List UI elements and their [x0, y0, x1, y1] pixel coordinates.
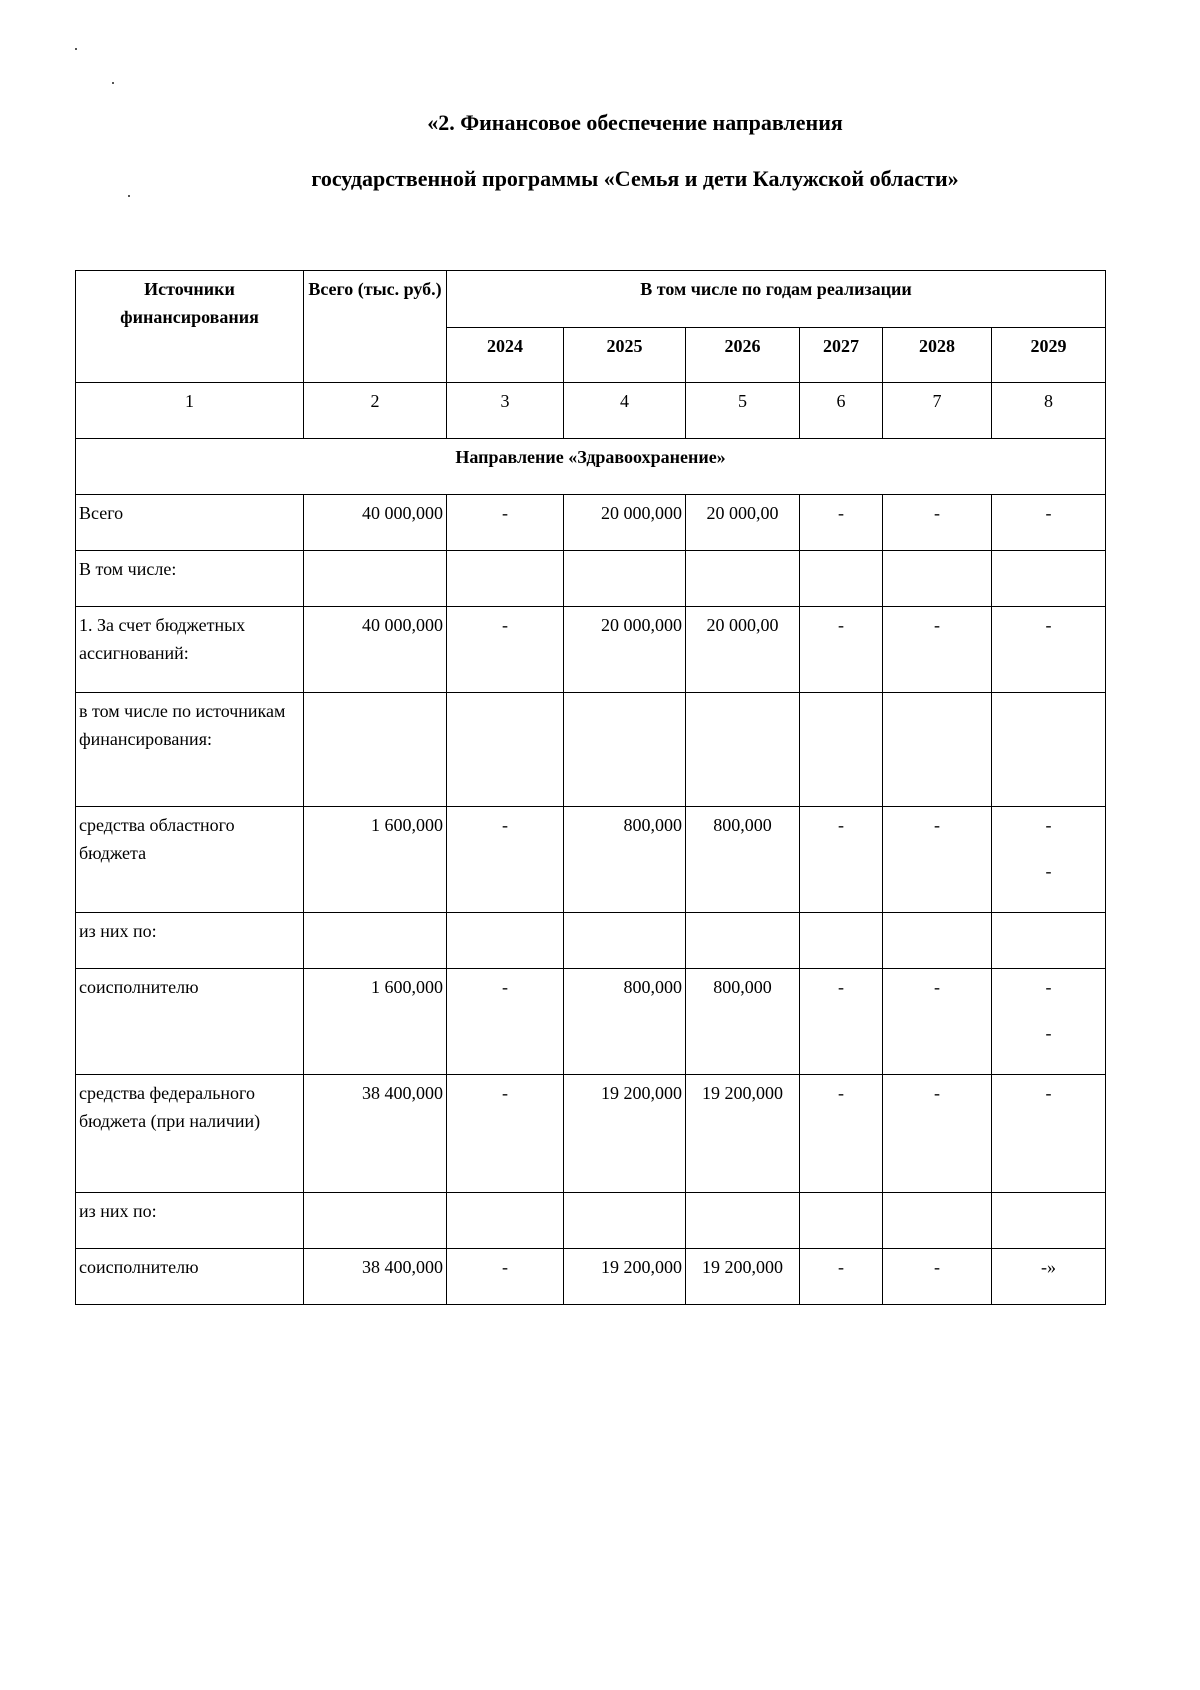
cell-y2025 [564, 807, 686, 913]
cell-y2026 [686, 551, 800, 607]
cell-y2028 [883, 807, 992, 913]
cell-y2025 [564, 1249, 686, 1305]
cell-value: - [502, 815, 508, 835]
cell-y2027 [800, 693, 883, 807]
column-number: 6 [800, 383, 883, 439]
row-label: 1. За счет бюджетных ассигнований: [76, 607, 304, 693]
cell-y2028 [883, 913, 992, 969]
cell-value: 19 200,000 [702, 1083, 783, 1103]
cell-value: 20 000,00 [706, 503, 779, 523]
cell-value: - [838, 815, 844, 835]
cell-y2026 [686, 1249, 800, 1305]
cell-y2029 [992, 969, 1106, 1075]
cell-total [304, 1249, 447, 1305]
cell-y2028 [883, 551, 992, 607]
cell-value: - [1045, 1083, 1052, 1103]
cell-value: - [838, 977, 844, 997]
table-row [76, 913, 1106, 969]
cell-total [304, 495, 447, 551]
cell-y2029 [992, 693, 1106, 807]
header-year: 2029 [992, 328, 1106, 383]
cell-value: - [1045, 503, 1052, 523]
financing-table [75, 270, 1106, 1305]
cell-y2026 [686, 969, 800, 1075]
cell-value: 38 400,000 [362, 1083, 443, 1103]
cell-value: - [838, 503, 844, 523]
row-label: из них по: [76, 913, 304, 969]
cell-y2027 [800, 607, 883, 693]
row-label: в том числе по источникам финансирования: [76, 693, 304, 807]
cell-y2027 [800, 913, 883, 969]
cell-value: - [934, 615, 940, 635]
cell-value: 20 000,000 [601, 615, 682, 635]
cell-y2024 [447, 551, 564, 607]
cell-y2026 [686, 495, 800, 551]
section-title: Направление «Здравоохранение» [76, 439, 1106, 495]
document-title-line-1: «2. Финансовое обеспечение направления [427, 110, 843, 135]
cell-value-second: - [1045, 1023, 1052, 1043]
cell-y2025 [564, 913, 686, 969]
cell-total [304, 693, 447, 807]
section-row [76, 439, 1106, 495]
row-label: соисполнителю [76, 1249, 304, 1305]
cell-value: 1 600,000 [371, 977, 443, 997]
cell-y2026 [686, 913, 800, 969]
cell-value: - [934, 503, 940, 523]
cell-total [304, 807, 447, 913]
cell-y2024 [447, 969, 564, 1075]
cell-value: 19 200,000 [601, 1257, 682, 1277]
column-number: 8 [992, 383, 1106, 439]
cell-y2028 [883, 1075, 992, 1193]
cell-value: 20 000,00 [706, 615, 779, 635]
cell-y2026 [686, 1075, 800, 1193]
cell-y2029 [992, 551, 1106, 607]
cell-y2029 [992, 807, 1106, 913]
cell-value: - [502, 503, 508, 523]
header-year: 2025 [564, 328, 686, 383]
table-row [76, 969, 1106, 1075]
cell-y2024 [447, 807, 564, 913]
cell-y2025 [564, 693, 686, 807]
header-year: 2028 [883, 328, 992, 383]
cell-y2028 [883, 1249, 992, 1305]
cell-value: - [1045, 815, 1052, 835]
cell-value: 38 400,000 [362, 1257, 443, 1277]
scan-speck [112, 82, 114, 84]
cell-y2029 [992, 495, 1106, 551]
cell-y2028 [883, 1193, 992, 1249]
cell-y2024 [447, 495, 564, 551]
cell-y2024 [447, 607, 564, 693]
cell-y2025 [564, 969, 686, 1075]
scan-speck [75, 48, 77, 50]
cell-y2026 [686, 1193, 800, 1249]
cell-value: - [502, 1257, 508, 1277]
cell-y2029 [992, 913, 1106, 969]
cell-y2026 [686, 693, 800, 807]
cell-value: 19 200,000 [702, 1257, 783, 1277]
cell-value: - [934, 815, 940, 835]
cell-y2027 [800, 1075, 883, 1193]
cell-y2025 [564, 1075, 686, 1193]
cell-value: 800,000 [713, 977, 772, 997]
cell-y2028 [883, 495, 992, 551]
cell-value: - [934, 1257, 940, 1277]
row-label: средства областного бюджета [76, 807, 304, 913]
cell-value: - [934, 1083, 940, 1103]
cell-value: 800,000 [623, 977, 682, 997]
cell-value: - [1045, 977, 1052, 997]
cell-value: - [502, 615, 508, 635]
header-year: 2024 [447, 328, 564, 383]
cell-total [304, 607, 447, 693]
cell-value: 19 200,000 [601, 1083, 682, 1103]
cell-value: 800,000 [623, 815, 682, 835]
cell-y2025 [564, 495, 686, 551]
table-row [76, 693, 1106, 807]
cell-y2027 [800, 551, 883, 607]
cell-y2025 [564, 607, 686, 693]
column-number-row [76, 383, 1106, 439]
cell-y2028 [883, 969, 992, 1075]
cell-y2027 [800, 1249, 883, 1305]
table-row [76, 1193, 1106, 1249]
header-total: Всего (тыс. руб.) [304, 271, 447, 383]
cell-value: - [502, 977, 508, 997]
column-number: 2 [304, 383, 447, 439]
cell-y2029 [992, 1075, 1106, 1193]
cell-value: - [1045, 615, 1052, 635]
cell-y2027 [800, 969, 883, 1075]
cell-y2024 [447, 1193, 564, 1249]
cell-y2026 [686, 807, 800, 913]
cell-value: 20 000,000 [601, 503, 682, 523]
cell-y2025 [564, 551, 686, 607]
row-label: средства федерального бюджета (при наличии) [76, 1075, 304, 1193]
cell-total [304, 1193, 447, 1249]
cell-y2024 [447, 913, 564, 969]
cell-total [304, 551, 447, 607]
table-row [76, 495, 1106, 551]
row-label: В том числе: [76, 551, 304, 607]
cell-total [304, 913, 447, 969]
cell-y2029 [992, 1249, 1106, 1305]
cell-value: 800,000 [713, 815, 772, 835]
cell-y2024 [447, 693, 564, 807]
cell-y2024 [447, 1249, 564, 1305]
cell-value: -» [1041, 1257, 1056, 1277]
cell-value: - [838, 1257, 844, 1277]
header-by-years: В том числе по годам реализации [447, 271, 1106, 328]
row-label: из них по: [76, 1193, 304, 1249]
cell-y2028 [883, 693, 992, 807]
cell-value: 40 000,000 [362, 503, 443, 523]
cell-value: - [838, 615, 844, 635]
column-number: 1 [76, 383, 304, 439]
column-number: 5 [686, 383, 800, 439]
table-row [76, 1249, 1106, 1305]
cell-y2024 [447, 1075, 564, 1193]
cell-y2027 [800, 495, 883, 551]
cell-y2025 [564, 1193, 686, 1249]
header-year: 2027 [800, 328, 883, 383]
cell-y2029 [992, 1193, 1106, 1249]
table-row [76, 807, 1106, 913]
cell-y2028 [883, 607, 992, 693]
row-label: Всего [76, 495, 304, 551]
header-year: 2026 [686, 328, 800, 383]
column-number: 4 [564, 383, 686, 439]
cell-value: 40 000,000 [362, 615, 443, 635]
row-label: соисполнителю [76, 969, 304, 1075]
cell-value: 1 600,000 [371, 815, 443, 835]
cell-value: - [502, 1083, 508, 1103]
cell-y2027 [800, 1193, 883, 1249]
table-row [76, 551, 1106, 607]
column-number: 7 [883, 383, 992, 439]
cell-value-second: - [1045, 861, 1052, 881]
cell-total [304, 1075, 447, 1193]
table-row [76, 1075, 1106, 1193]
cell-y2027 [800, 807, 883, 913]
column-number: 3 [447, 383, 564, 439]
scan-speck [128, 195, 130, 197]
header-sources: Источники финансирования [76, 271, 304, 383]
table-row [76, 607, 1106, 693]
cell-y2026 [686, 607, 800, 693]
cell-value: - [934, 977, 940, 997]
cell-y2029 [992, 607, 1106, 693]
document-title-line-2: государственной программы «Семья и дети Калужской области» [311, 166, 959, 191]
cell-value: - [838, 1083, 844, 1103]
cell-total [304, 969, 447, 1075]
